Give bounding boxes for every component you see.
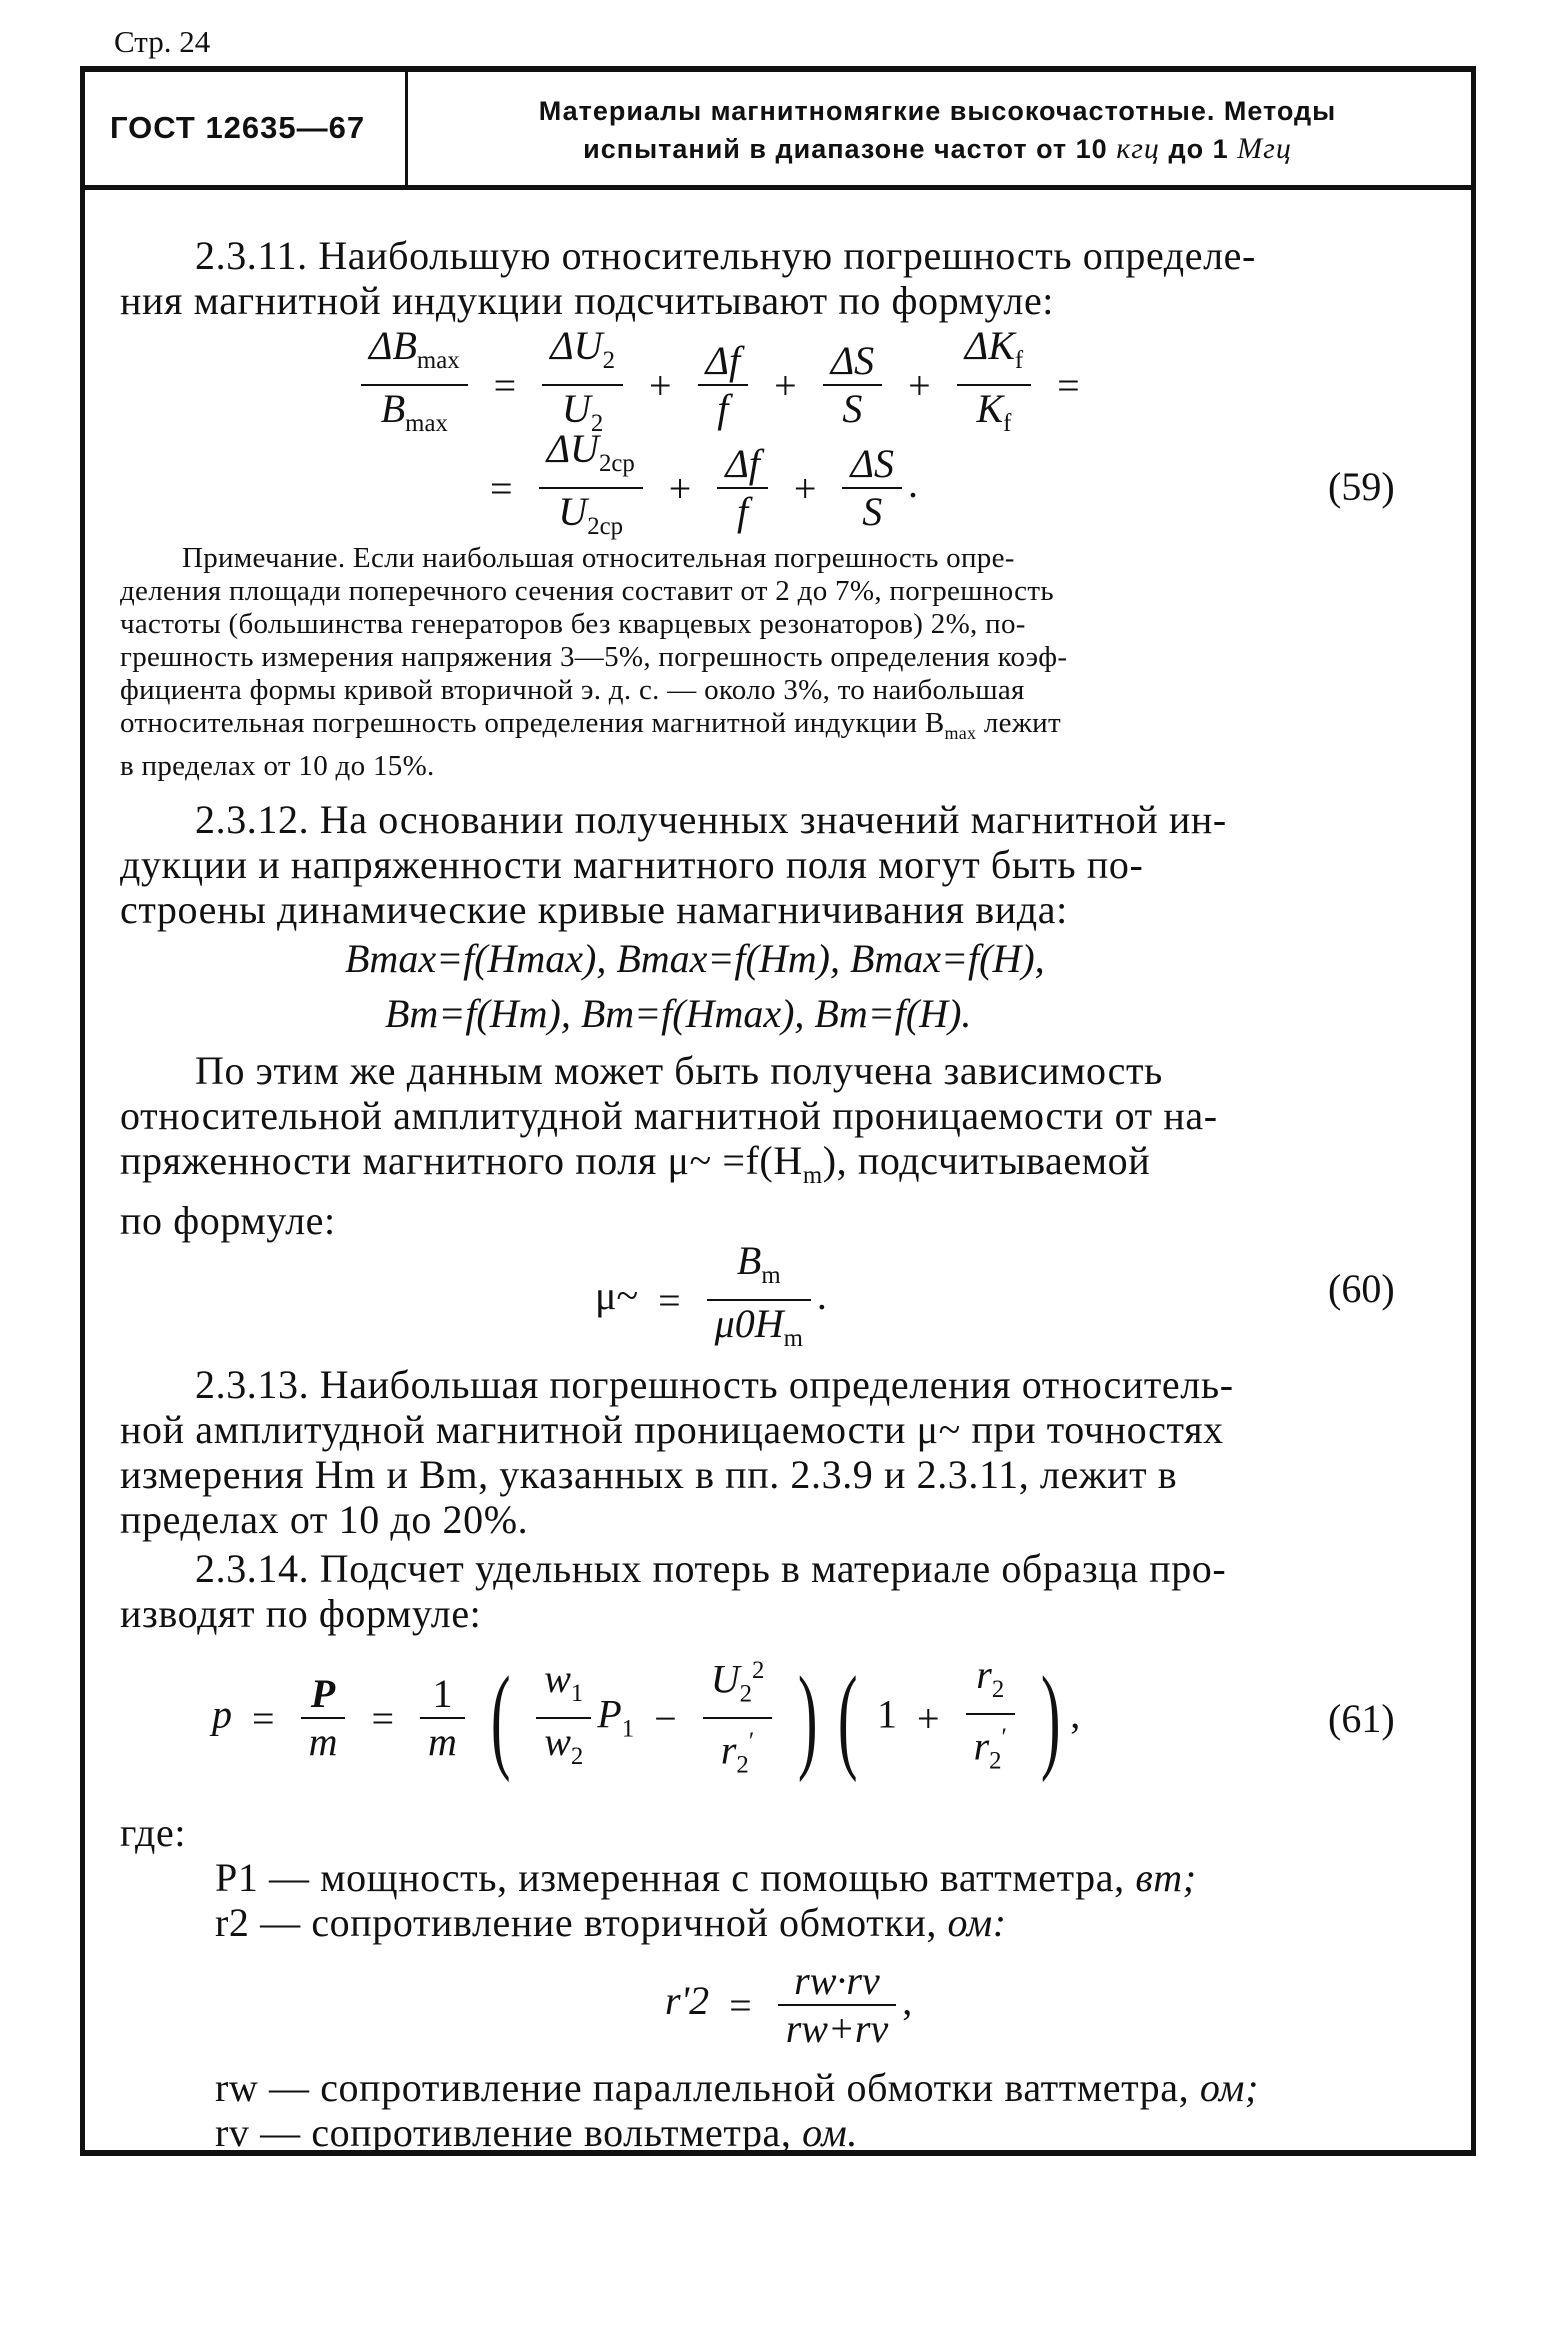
equation-r2-prime: r'2 = $\frac{rw\cdot rv}{rw+rv}$ , bbox=[665, 1958, 913, 2051]
frac-dbmax: $\frac{\Delta B_{max}}{B_{max}}$ bbox=[361, 325, 468, 445]
frac-du2: $\frac{\Delta U_2}{U_2}$ bbox=[542, 325, 623, 445]
permeability-paragraph: По этим же данным может быть получена зависимость относительной амплитудной магнитной проницаемости от на- пряженности магнитного поля μ~ $=f(H_m)$, подсчитываемой по формуле: bbox=[120, 1048, 1218, 1243]
title-unit-mhz: Мгц bbox=[1237, 132, 1292, 165]
frac-du2cp: $\frac{\Delta U_{2ср}}{U_{2ср}}$ bbox=[539, 428, 643, 548]
section-2-3-11-line1: 2.3.11. Наибольшую относительную погрешность определе- bbox=[195, 233, 1256, 278]
frac-df-2: $\frac{\Delta f}{f}$ bbox=[717, 443, 768, 533]
frac-dkf: $\frac{\Delta K_f}{K_f}$ bbox=[957, 325, 1031, 445]
standard-code: ГОСТ 12635—67 bbox=[110, 110, 366, 145]
frac-ds-2: $\frac{\Delta S}{S}$ bbox=[842, 443, 901, 533]
where-list-bottom: rw — сопротивление параллельной обмотки ваттметра, ом; rv — сопротивление вольтметра, ом. bbox=[215, 2065, 1259, 2155]
equation-59-row2: = $\frac{\Delta U_{2ср}}{U_{2ср}}$ + $\frac{\Delta f}{f}$ + $\frac{\Delta S}{S}$ . bbox=[480, 428, 918, 548]
frac-df: $\frac{\Delta f}{f}$ bbox=[698, 340, 749, 430]
equation-59-row1: $\frac{\Delta B_{max}}{B_{max}}$ = $\frac{\Delta U_2}{U_2}$ + $\frac{\Delta f}{f}$ + $\frac{\Delta S}{S}$ + $\frac{\Delta K_f}{K_f}$ = bbox=[355, 325, 1090, 445]
title-line-1: Материалы магнитномягкие высокочастотные. Методы bbox=[538, 96, 1337, 126]
curves-row-1: Bmax=f(Hmax), Bmax=f(Hm), Bmax=f(H), bbox=[345, 936, 1045, 981]
section-2-3-11-line2: ния магнитной индукции подсчитывают по формуле: bbox=[120, 278, 1055, 323]
section-2-3-13: 2.3.13. Наибольшая погрешность определения относитель- ной амплитудной магнитной проницаемости μ~ при точностях измерения Hm и Bm, указанных в пп. 2.3.9 и 2.3.11, лежит в пределах от 10 до 20%. bbox=[120, 1362, 1234, 1542]
where-label: где: bbox=[120, 1810, 187, 1855]
standard-title bbox=[420, 92, 1455, 168]
title-line-2b: до 1 bbox=[1168, 134, 1229, 164]
section-2-3-14: 2.3.14. Подсчет удельных потерь в материале образца про- изводят по формуле: bbox=[120, 1546, 1227, 1636]
header-bottom-rule bbox=[80, 185, 1476, 190]
equation-60: μ~ = $\frac{B_m}{\mu 0H_m}$ . bbox=[595, 1238, 827, 1352]
frac-ds: $\frac{\Delta S}{S}$ bbox=[823, 340, 882, 430]
where-list-top: P1 — мощность, измеренная с помощью ваттметра, вт; r2 — сопротивление вторичной обмотки, ом: bbox=[215, 1855, 1197, 1945]
equation-61: p = $\frac{P}{m}$ = $\frac{1}{m}$ ( $\frac{w_1}{w_2}$ $P_1$ − $\frac{U_2^2}{r_2'}$ ) ( 1 + $\frac{r_2}{r_2'}$ ) , bbox=[212, 1650, 1080, 1787]
section-2-3-12: 2.3.12. На основании полученных значений магнитной ин- дукции и напряженности магнитного поля могут быть по- строены динамические кривые намагничивания вида: bbox=[120, 797, 1227, 932]
equation-number-61: (61) bbox=[1328, 1696, 1395, 1741]
title-unit-khz: кгц bbox=[1116, 132, 1160, 165]
equation-number-59: (59) bbox=[1328, 464, 1395, 509]
title-line-2a: испытаний в диапазоне частот от 10 bbox=[583, 134, 1108, 164]
frame-right-rule bbox=[1471, 66, 1476, 2156]
curves-row-2: Bm=f(Hm), Bm=f(Hmax), Bm=f(H). bbox=[385, 991, 972, 1036]
note-block: Примечание. Если наибольшая относительная погрешность опре- деления площади поперечного сечения составит от 2 до 7%, погрешность частоты (большинства генераторов без кварцевых резонаторов) 2%, по- грешность измерения напряжения 3—5%, погрешность определения коэф- фициента формы кривой вторичной э. д. с. — около 3%, то наибольшая относительная погрешность определения магнитной индукции $B_{max}$ лежит в пределах от 10 до 15%. bbox=[120, 542, 1068, 782]
equation-number-60: (60) bbox=[1328, 1266, 1395, 1311]
frame-left-rule bbox=[80, 66, 85, 2156]
section-2-3-11 bbox=[120, 233, 1447, 323]
frame-top-rule bbox=[80, 66, 1476, 72]
header-divider bbox=[405, 72, 408, 187]
page-number: Стр. 24 bbox=[114, 24, 211, 59]
